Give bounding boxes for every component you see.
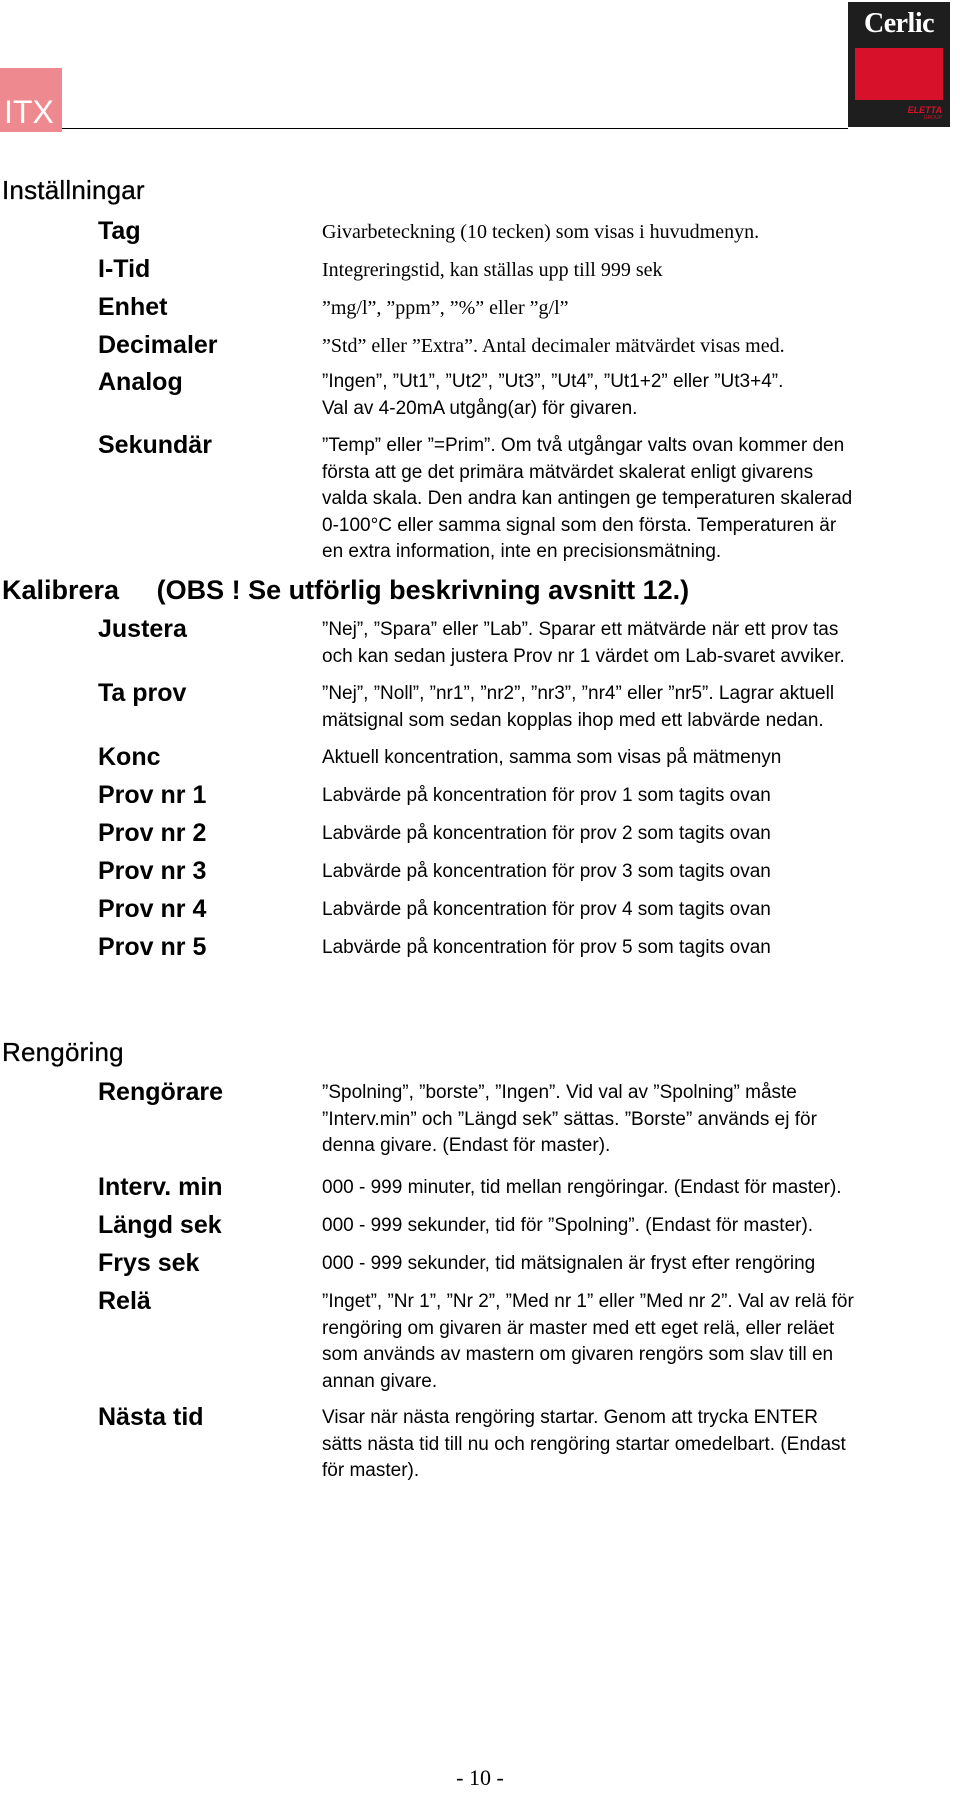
row-label-analog: Analog bbox=[98, 368, 183, 396]
cerlic-logo-eletta: ELETTA bbox=[907, 105, 942, 115]
row-desc-analog: ”Ingen”, ”Ut1”, ”Ut2”, ”Ut3”, ”Ut4”, ”Ut1+2” eller ”Ut3+4”. Val av 4-20mA utgång(ar) för givaren. bbox=[322, 371, 784, 419]
section-title-kalibrera bbox=[2, 575, 689, 606]
cerlic-logo-red-block bbox=[855, 48, 943, 100]
row-desc-sekundar: ”Temp” eller ”=Prim”. Om två utgångar valts ovan kommer den första att ge det primära mätvärdet skalerat enligt givarens valda skala. Den andra kan antingen ge temperaturen skalerad 0-100°C eller samma signal som den första. Temperaturen är en extra information, inte en precisionsmätning. bbox=[322, 435, 853, 562]
section-title-installningar: Inställningar bbox=[2, 175, 145, 205]
itx-logo-text: ITX bbox=[4, 94, 54, 130]
row-desc-konc: Aktuell koncentration, samma som visas på mätmenyn bbox=[322, 747, 782, 768]
kalibrera-title: Kalibrera bbox=[2, 575, 120, 605]
row-label-tag: Tag bbox=[98, 217, 141, 245]
row-label-justera: Justera bbox=[98, 615, 187, 643]
row-label-prov-nr-5: Prov nr 5 bbox=[98, 933, 207, 961]
row-label-langd-sek: Längd sek bbox=[98, 1211, 222, 1239]
row-label-rengorare: Rengörare bbox=[98, 1078, 224, 1106]
row-label-rela: Relä bbox=[98, 1287, 151, 1315]
cerlic-logo-brand: Cerlic bbox=[863, 8, 935, 39]
row-label-frys-sek: Frys sek bbox=[98, 1249, 200, 1277]
row-desc-prov-nr-1: Labvärde på koncentration för prov 1 som tagits ovan bbox=[322, 785, 771, 806]
row-desc-prov-nr-4: Labvärde på koncentration för prov 4 som tagits ovan bbox=[322, 899, 771, 920]
cerlic-logo-group: GROUP bbox=[923, 115, 942, 121]
row-label-prov-nr-4: Prov nr 4 bbox=[98, 895, 207, 923]
row-desc-justera: ”Nej”, ”Spara” eller ”Lab”. Sparar ett mätvärde när ett prov tas och kan sedan justera Prov nr 1 värdet om Lab-svaret avviker. bbox=[322, 619, 845, 667]
row-desc-enhet: ”mg/l”, ”ppm”, ”%” eller ”g/l” bbox=[322, 297, 569, 319]
page-number: - 10 - bbox=[456, 1765, 504, 1790]
row-label-prov-nr-3: Prov nr 3 bbox=[98, 857, 207, 885]
section-title-rengoring: Rengöring bbox=[2, 1037, 124, 1067]
row-desc-tag: Givarbeteckning (10 tecken) som visas i huvudmenyn. bbox=[322, 221, 760, 243]
itx-logo bbox=[0, 68, 62, 132]
row-desc-prov-nr-3: Labvärde på koncentration för prov 3 som tagits ovan bbox=[322, 861, 771, 882]
row-desc-prov-nr-2: Labvärde på koncentration för prov 2 som tagits ovan bbox=[322, 823, 771, 844]
row-desc-rela: ”Inget”, ”Nr 1”, ”Nr 2”, ”Med nr 1” eller ”Med nr 2”. Val av relä för rengöring om givaren är master med ett eget relä, eller reläet som används av mastern om givaren rengörs som slav till en annan givare. bbox=[322, 1291, 854, 1392]
row-label-sekundar: Sekundär bbox=[98, 431, 212, 459]
cerlic-logo bbox=[848, 2, 950, 127]
row-desc-interv-min: 000 - 999 minuter, tid mellan rengöringar. (Endast för master). bbox=[322, 1177, 842, 1198]
row-label-prov-nr-1: Prov nr 1 bbox=[98, 781, 207, 809]
row-desc-prov-nr-5: Labvärde på koncentration för prov 5 som tagits ovan bbox=[322, 937, 771, 958]
row-desc-i-tid: Integreringstid, kan ställas upp till 999 sek bbox=[322, 259, 663, 281]
row-label-i-tid: I-Tid bbox=[98, 255, 151, 283]
row-label-enhet: Enhet bbox=[98, 293, 168, 321]
row-desc-rengorare: ”Spolning”, ”borste”, ”Ingen”. Vid val av ”Spolning” måste ”Interv.min” och ”Längd sek” sättas. ”Borste” används ej för denna givare. (Endast för master). bbox=[322, 1082, 817, 1156]
row-desc-frys-sek: 000 - 999 sekunder, tid mätsignalen är fryst efter rengöring bbox=[322, 1253, 816, 1274]
row-label-interv-min: Interv. min bbox=[98, 1173, 223, 1201]
row-label-konc: Konc bbox=[98, 743, 161, 771]
header-rule bbox=[62, 128, 848, 129]
row-desc-ta-prov: ”Nej”, ”Noll”, ”nr1”, ”nr2”, ”nr3”, ”nr4” eller ”nr5”. Lagrar aktuell mätsignal som sedan kopplas ihop med ett labvärde nedan. bbox=[322, 683, 835, 731]
row-label-decimaler: Decimaler bbox=[98, 331, 218, 359]
row-desc-nasta-tid: Visar när nästa rengöring startar. Genom att trycka ENTER sätts nästa tid till nu och rengöring startar omedelbart. (Endast för master). bbox=[322, 1407, 846, 1481]
row-label-prov-nr-2: Prov nr 2 bbox=[98, 819, 207, 847]
row-label-nasta-tid: Nästa tid bbox=[98, 1403, 204, 1431]
row-desc-langd-sek: 000 - 999 sekunder, tid för ”Spolning”. (Endast för master). bbox=[322, 1215, 814, 1236]
row-desc-decimaler: ”Std” eller ”Extra”. Antal decimaler mätvärdet visas med. bbox=[322, 335, 785, 357]
kalibrera-note: (OBS ! Se utförlig beskrivning avsnitt 12.) bbox=[156, 575, 690, 605]
row-label-ta-prov: Ta prov bbox=[98, 679, 187, 707]
